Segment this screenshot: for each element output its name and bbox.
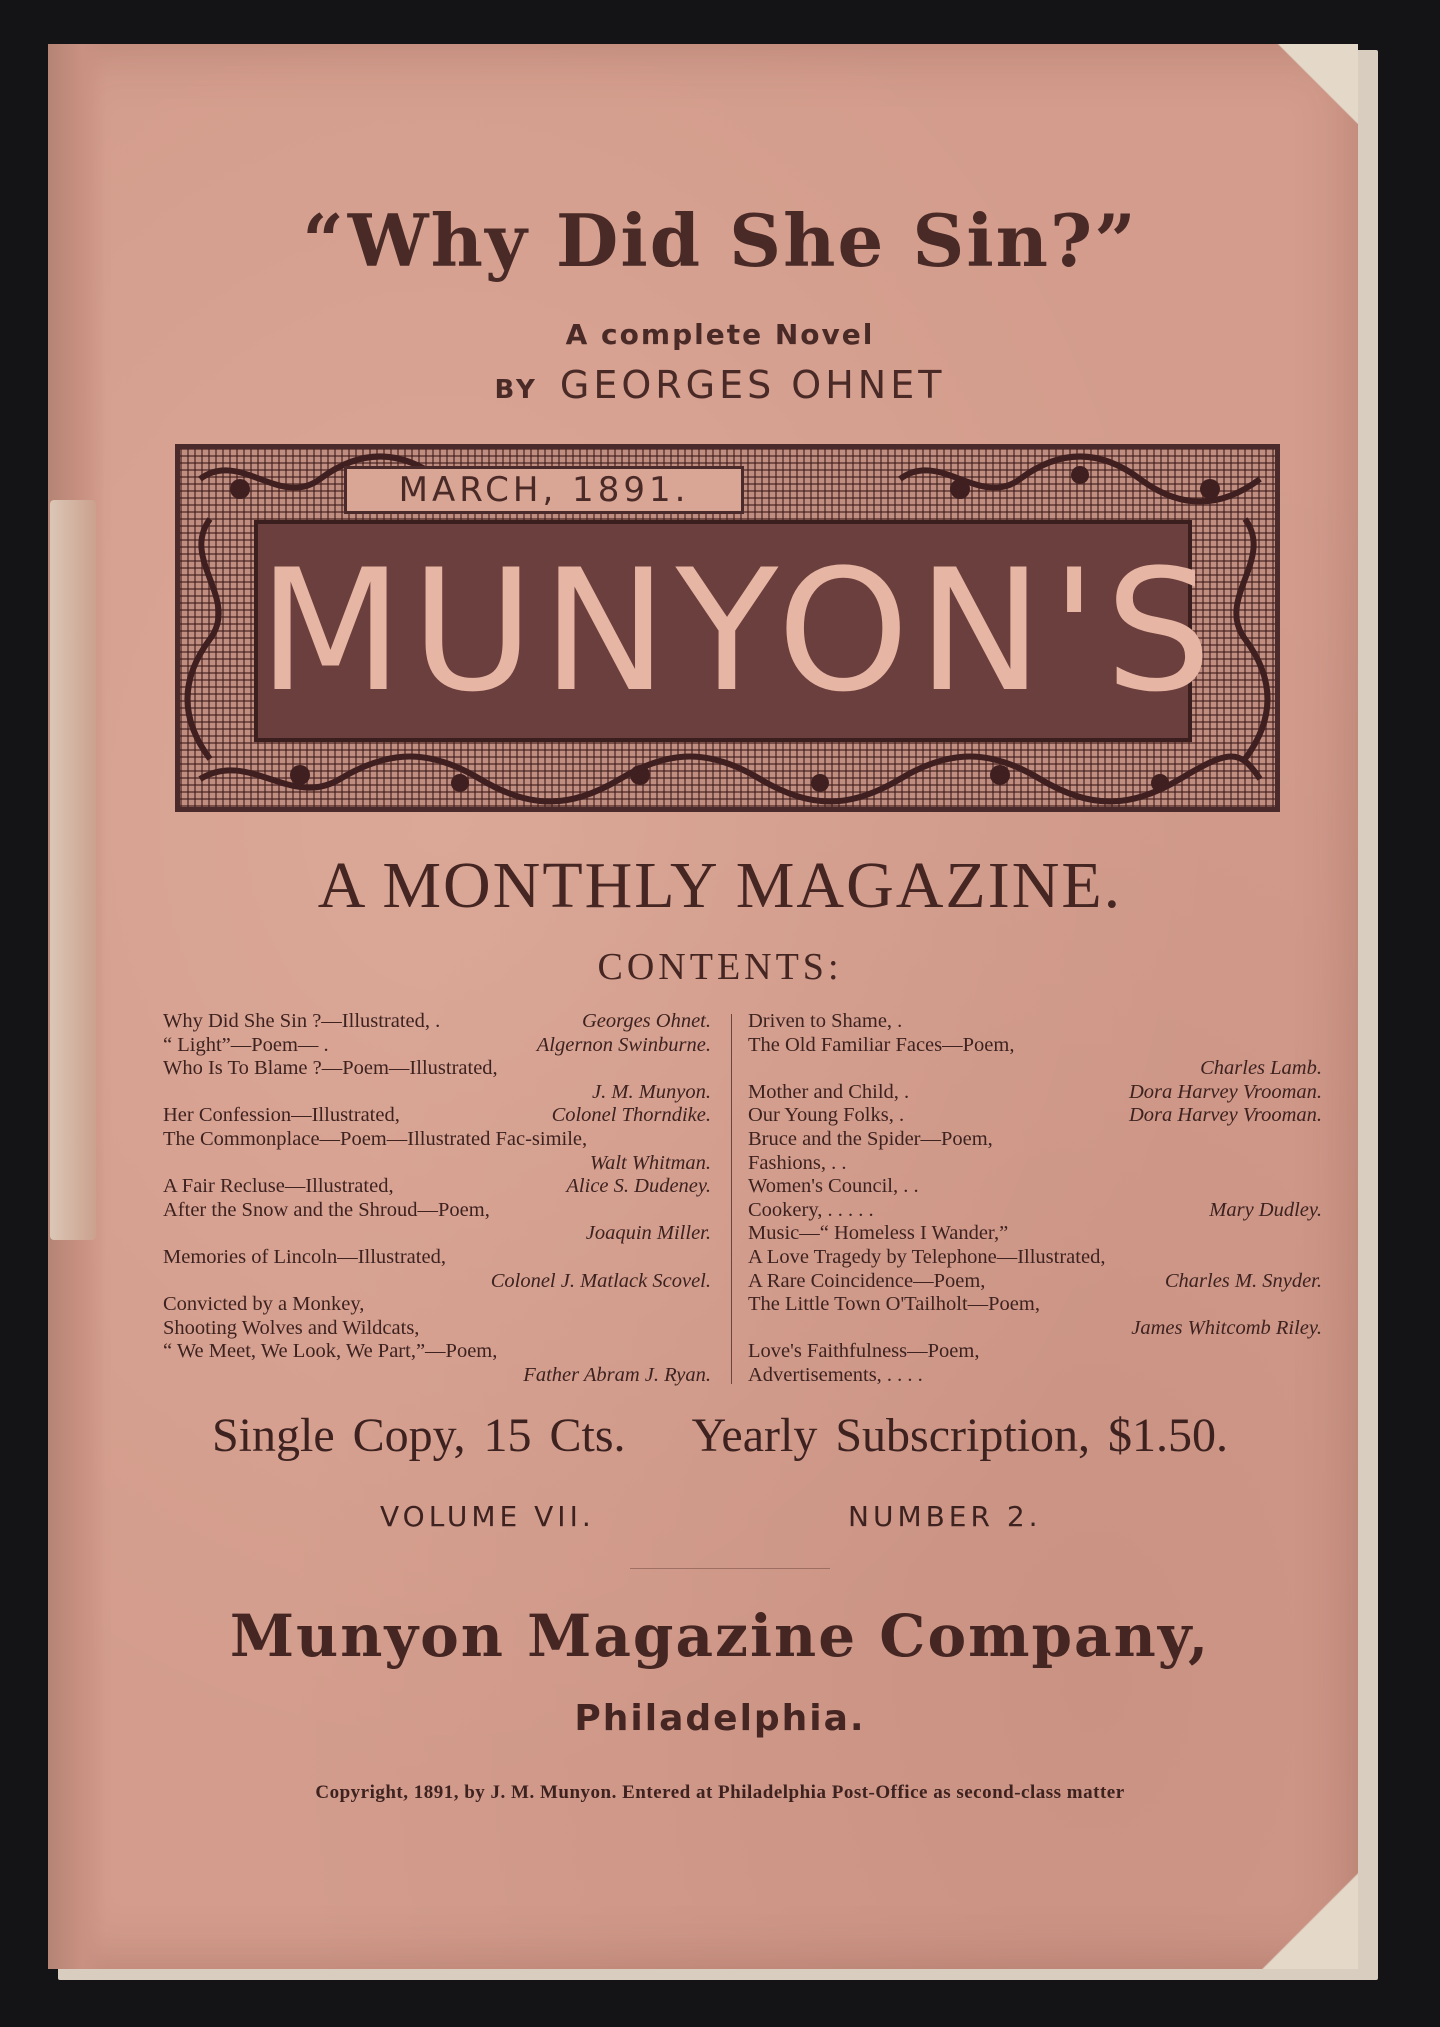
toc-title: Women's Council, . . [748, 1175, 919, 1198]
toc-title: A Rare Coincidence—Poem, [748, 1269, 986, 1292]
toc-entry [163, 1364, 711, 1388]
toc-entry [163, 1340, 711, 1364]
toc-entry [748, 1175, 1322, 1199]
volume-label: VOLUME VII. [380, 1500, 595, 1533]
toc-entry [748, 1317, 1322, 1341]
toc-title: Our Young Folks, . [748, 1104, 905, 1127]
pricing-line [0, 1408, 1440, 1463]
toc-entry [748, 1034, 1322, 1058]
toc-entry [163, 1057, 711, 1081]
toc-title: Why Did She Sin ?—Illustrated, . [163, 1010, 441, 1032]
toc-title: A Fair Recluse—Illustrated, [163, 1175, 394, 1198]
toc-title: After the Snow and the Shroud—Poem, [163, 1198, 490, 1221]
toc-entry [163, 1270, 711, 1294]
toc-entry [748, 1081, 1322, 1105]
toc-entry [163, 1034, 711, 1058]
publisher-name: Munyon Magazine Company, [229, 1602, 1211, 1670]
novel-subtitle: A complete Novel [565, 318, 875, 351]
toc-author: Charles Lamb. [1200, 1057, 1322, 1080]
toc-entry [748, 1293, 1322, 1317]
toc-entry [163, 1246, 711, 1270]
toc-entry [748, 1128, 1322, 1152]
toc-title: The Old Familiar Faces—Poem, [748, 1033, 1015, 1056]
toc-entry [748, 1246, 1322, 1270]
toc-title: Bruce and the Spider—Poem, [748, 1127, 993, 1150]
toc-author: Joaquin Miller. [585, 1222, 711, 1245]
number-label: NUMBER 2. [848, 1500, 1042, 1533]
toc-entry [748, 1104, 1322, 1128]
toc-entry [748, 1152, 1322, 1176]
toc-author: Walt Whitman. [589, 1151, 711, 1174]
toc-author: Algernon Swinburne. [536, 1033, 711, 1056]
toc-entry [748, 1222, 1322, 1246]
toc-title: Convicted by a Monkey, [163, 1293, 365, 1316]
toc-entry [163, 1317, 711, 1341]
novel-author-prefix: BY [494, 375, 538, 405]
toc-entry [163, 1081, 711, 1105]
toc-author: Alice S. Dudeney. [566, 1175, 711, 1198]
toc-title: “ Light”—Poem— . [163, 1033, 329, 1056]
toc-title: Advertisements, . . . . [748, 1363, 923, 1386]
toc-entry [163, 1175, 711, 1199]
toc-author: J. M. Munyon. [592, 1080, 711, 1103]
toc-title: Mother and Child, . [748, 1080, 910, 1103]
magazine-title: MUNYON'S [254, 520, 1192, 742]
toc-author: Dora Harvey Vrooman. [1128, 1104, 1322, 1127]
toc-author: Charles M. Snyder. [1164, 1269, 1322, 1292]
toc-entry [163, 1199, 711, 1223]
toc-title: Who Is To Blame ?—Poem—Illustrated, [163, 1057, 498, 1080]
toc-title: The Little Town O'Tailholt—Poem, [748, 1293, 1040, 1316]
novel-author-line [0, 363, 1440, 407]
toc-author: Colonel Thorndike. [551, 1104, 711, 1127]
single-copy-price: Single Copy, 15 Cts. [211, 1409, 626, 1462]
toc-entry [163, 1010, 711, 1034]
copyright-notice: Copyright, 1891, by J. M. Munyon. Entered at Philadelphia Post-Office as second-class matter [315, 1782, 1125, 1803]
contents-left-column [163, 1010, 711, 1388]
corner-fold-top [1262, 44, 1358, 124]
toc-title: The Commonplace—Poem—Illustrated Fac-simile, [163, 1127, 588, 1150]
toc-title: Shooting Wolves and Wildcats, [163, 1316, 420, 1339]
toc-title: A Love Tragedy by Telephone—Illustrated, [748, 1245, 1106, 1268]
toc-title: Her Confession—Illustrated, [163, 1104, 400, 1127]
magazine-tagline: A MONTHLY MAGAZINE. [317, 849, 1123, 922]
divider-rule [630, 1568, 830, 1569]
toc-title: “ We Meet, We Look, We Part,”—Poem, [163, 1340, 498, 1363]
toc-title: Music—“ Homeless I Wander,” [748, 1222, 1009, 1245]
toc-entry [748, 1199, 1322, 1223]
toc-entry [748, 1270, 1322, 1294]
toc-author: Mary Dudley. [1209, 1198, 1322, 1221]
contents-heading: CONTENTS: [597, 946, 843, 988]
toc-author: Father Abram J. Ryan. [523, 1363, 711, 1386]
toc-author: James Whitcomb Riley. [1131, 1316, 1322, 1339]
toc-entry [748, 1340, 1322, 1364]
toc-author: Dora Harvey Vrooman. [1128, 1080, 1322, 1103]
contents-right-column [748, 1010, 1322, 1388]
publisher-city: Philadelphia. [574, 1698, 866, 1739]
toc-entry [163, 1222, 711, 1246]
corner-fold-bottom [1232, 1870, 1358, 1969]
toc-author: Colonel J. Matlack Scovel. [490, 1269, 711, 1292]
toc-entry [748, 1364, 1322, 1388]
toc-title: Love's Faithfulness—Poem, [748, 1340, 980, 1363]
toc-entry [748, 1010, 1322, 1034]
toc-title: Memories of Lincoln—Illustrated, [163, 1245, 446, 1268]
toc-title: Driven to Shame, . [748, 1010, 903, 1032]
toc-entry [163, 1293, 711, 1317]
contents-divider [731, 1014, 732, 1384]
yearly-subscription-price: Yearly Subscription, $1.50. [691, 1409, 1229, 1462]
novel-title: “Why Did She Sin?” [302, 198, 1138, 283]
toc-entry [163, 1152, 711, 1176]
toc-title: Fashions, . . [748, 1151, 847, 1174]
toc-entry [163, 1128, 711, 1152]
novel-author: GEORGES OHNET [559, 363, 946, 407]
toc-author: Georges Ohnet. [581, 1010, 711, 1032]
issue-date-banner: MARCH, 1891. [344, 466, 744, 514]
toc-entry [748, 1057, 1322, 1081]
toc-title: Cookery, . . . . . [748, 1198, 874, 1221]
toc-entry [163, 1104, 711, 1128]
